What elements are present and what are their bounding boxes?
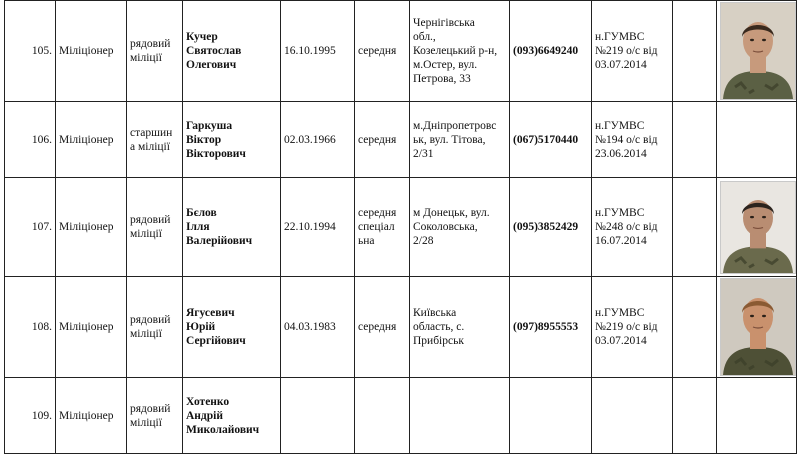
education-cell	[355, 102, 410, 178]
portrait-image	[721, 279, 795, 375]
order-cell	[592, 102, 673, 178]
portrait-photo	[720, 2, 796, 100]
portrait-image	[721, 182, 795, 273]
note-cell	[673, 277, 717, 378]
phone-text: (093)6649240	[513, 45, 579, 57]
education-text: середня	[358, 321, 397, 333]
phone-text: (067)5170440	[513, 133, 579, 146]
order-cell	[592, 378, 673, 454]
table-row	[5, 378, 797, 454]
full-name-cell	[183, 277, 281, 378]
phone-cell	[510, 277, 592, 378]
birth-date-text: 02.03.1966	[284, 133, 336, 146]
birth-date-text: 22.10.1994	[284, 221, 336, 233]
education-cell	[355, 1, 410, 102]
table-row	[5, 102, 797, 178]
position-text: Міліціонер	[59, 321, 114, 333]
address-cell	[410, 102, 510, 178]
phone-cell	[510, 378, 592, 454]
table-body	[5, 1, 797, 454]
name-text: Гаркуша Віктор Вікторович	[186, 119, 246, 160]
photo-cell	[717, 102, 797, 178]
address-text: Київська область, с. Прибірськ	[413, 307, 465, 347]
order-cell	[592, 277, 673, 378]
position-cell	[56, 102, 127, 178]
personnel-table-container	[4, 0, 797, 454]
address-text: Чернігівська обл., Козелецький р-н, м.Остер, вул. Петрова, 33	[413, 17, 498, 85]
rank-cell	[127, 178, 183, 277]
portrait-photo	[720, 278, 796, 376]
full-name-cell	[183, 178, 281, 277]
position-text: Міліціонер	[59, 45, 114, 57]
number-text: 109.	[31, 409, 52, 422]
table-row	[5, 1, 797, 102]
rank-text: рядовий міліції	[130, 314, 171, 340]
rank-text: рядовий міліції	[130, 402, 171, 429]
number-text: 105.	[31, 45, 52, 57]
name-text: Хотенко Андрій Миколайович	[186, 395, 260, 436]
name-text: Кучер Святослав Олегович	[186, 31, 242, 71]
full-name-cell	[183, 1, 281, 102]
birth-date-cell	[281, 378, 355, 454]
photo-cell	[717, 277, 797, 378]
name-text: Ягусевич Юрій Сергійович	[186, 307, 246, 347]
order-text: н.ГУМВС №248 о/с від 16.07.2014	[595, 207, 658, 247]
portrait-photo	[720, 181, 796, 274]
number-text: 106.	[31, 133, 52, 146]
order-text: н.ГУМВС №219 о/с від 03.07.2014	[595, 307, 658, 347]
education-text: середня	[358, 133, 397, 146]
rank-text: старшин а міліції	[130, 126, 173, 153]
phone-text: (095)3852429	[513, 221, 579, 233]
birth-date-cell	[281, 277, 355, 378]
position-text: Міліціонер	[59, 133, 114, 146]
address-cell	[410, 378, 510, 454]
position-text: Міліціонер	[59, 221, 114, 233]
phone-cell	[510, 178, 592, 277]
number-text: 107.	[31, 221, 52, 233]
address-text: м Донецьк, вул. Соколовська, 2/28	[413, 207, 490, 247]
phone-text: (097)8955553	[513, 321, 579, 333]
full-name-cell	[183, 378, 281, 454]
row-number	[5, 102, 56, 178]
education-text: середня	[358, 45, 397, 57]
order-cell	[592, 1, 673, 102]
education-cell	[355, 378, 410, 454]
rank-cell	[127, 1, 183, 102]
personnel-table	[4, 0, 797, 454]
name-text: Бєлов Ілля Валерійович	[186, 207, 253, 247]
note-cell	[673, 378, 717, 454]
education-text: середня спеціал ьна	[358, 207, 397, 247]
table-row	[5, 277, 797, 378]
rank-cell	[127, 277, 183, 378]
birth-date-text: 16.10.1995	[284, 45, 336, 57]
rank-text: рядовий міліції	[130, 38, 171, 64]
position-cell	[56, 378, 127, 454]
birth-date-cell	[281, 102, 355, 178]
row-number	[5, 277, 56, 378]
number-text: 108.	[31, 321, 52, 333]
birth-date-cell	[281, 178, 355, 277]
education-cell	[355, 178, 410, 277]
rank-cell	[127, 378, 183, 454]
order-cell	[592, 178, 673, 277]
address-cell	[410, 277, 510, 378]
full-name-cell	[183, 102, 281, 178]
note-cell	[673, 1, 717, 102]
address-cell	[410, 1, 510, 102]
row-number	[5, 378, 56, 454]
phone-cell	[510, 102, 592, 178]
row-number	[5, 178, 56, 277]
phone-cell	[510, 1, 592, 102]
order-text: н.ГУМВС №219 о/с від 03.07.2014	[595, 31, 658, 71]
position-cell	[56, 178, 127, 277]
position-text: Міліціонер	[59, 409, 114, 422]
photo-cell	[717, 1, 797, 102]
education-cell	[355, 277, 410, 378]
rank-text: рядовий міліції	[130, 214, 171, 240]
position-cell	[56, 1, 127, 102]
position-cell	[56, 277, 127, 378]
row-number	[5, 1, 56, 102]
address-text: м.Дніпропетровс ьк, вул. Тітова, 2/31	[413, 119, 497, 160]
birth-date-cell	[281, 1, 355, 102]
note-cell	[673, 178, 717, 277]
birth-date-text: 04.03.1983	[284, 321, 336, 333]
order-text: н.ГУМВС №194 о/с від 23.06.2014	[595, 119, 658, 160]
photo-cell	[717, 378, 797, 454]
address-cell	[410, 178, 510, 277]
portrait-image	[721, 3, 795, 99]
note-cell	[673, 102, 717, 178]
table-row	[5, 178, 797, 277]
photo-cell	[717, 178, 797, 277]
rank-cell	[127, 102, 183, 178]
